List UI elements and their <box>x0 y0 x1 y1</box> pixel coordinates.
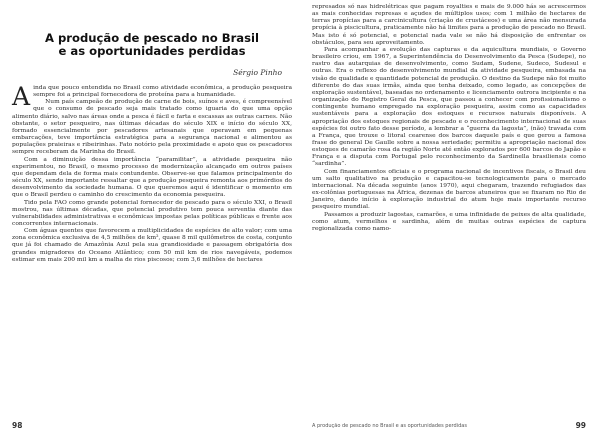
paragraph: Tido pela FAO como grande potencial fornecedor de pescado para o século XXI, o Brasil mostrou, nas últimas décadas, que potencial produtivo tem pouca serventia diante das vulnerabilidades administrativas e econômicas impostas pelas políticas públicas e frente aos concorrentes internacionais. <box>12 199 292 227</box>
article-title <box>12 32 292 58</box>
title-line-1: A produção de pescado no Brasil <box>45 31 259 45</box>
running-footer: A produção de pescado no Brasil e as oportunidades perdidas <box>312 423 467 429</box>
drop-cap: A <box>12 82 31 111</box>
paragraph: Com a diminuição dessa importância “paramilitar”, a atividade pesqueira não experimentou, no Brasil, o mesmo processo de modernização alcançado em outros países que dependam dela de forma mais contundente. Observe-se que falamos principalmente do século XX, sendo importante ressaltar que a produção pesqueira remonta aos primórdios do desenvolvimento da sociedade humana. O que queremos aqui é identificar o momento em que o Brasil perdeu o caminho do crescimento da economia pesqueira. <box>12 156 292 199</box>
page-number-right: 99 <box>575 421 586 430</box>
paragraph <box>12 82 292 111</box>
author-name: Sérgio Pinho <box>233 68 282 77</box>
paragraph: Passamos a produzir lagostas, camarões, e uma infinidade de peixes de alta qualidade, como atum, vermelhos e sardinha, além de muitas outras espécies de captura regionalizada como namo- <box>312 211 586 232</box>
page-number-left: 98 <box>12 421 23 430</box>
title-line-2: e as oportunidades perdidas <box>58 44 246 58</box>
right-page <box>300 0 600 445</box>
paragraph: Para acompanhar a evolução das capturas e da aquicultura mundiais, o Governo brasileiro criou, em 1967, a Superintendência do Desenvolvimento da Pesca (Sudepe), no rastro das autarquias de desenvolvimento, como Sudam, Sudene, Sudeco, Sudesul e outras. Era o reflexo do desenvolvimento mundial da atividade pesqueira, embasada na visão de qualidade e quantidade potencial de produção. O destino da Sudepe não foi muito diferente do das suas irmãs, ainda que tenha deixado, como legado, as concepções de exploração sustentável, baseadas no ordenamento e licenciamento outrora incipiente e na organização do Registro Geral da Pesca, que passou a conhecer com profissionalismo o contingente humano empregado na exploração pesqueira, assim como as capacidades sustentáveis para a exploração dos estoques e recursos naturais disponíveis. A apropriação dos estoques regionais de pescado e o reconhecimento internacional de suas espécies foi outro fato desse período, a lembrar a “guerra da lagosta”, (não) travada com a França, que trouxe o litoral cearense dos barcos daquele país e que gerou a famosa frase do general De Gaulle sobre a nossa seriedade; permitiu a apropriação nacional dos estoques de camarão rosa da região Norte até então explorados por 600 barcos do Japão e França e a disputa com Portugal pelo reconhecimento da Sardinella brasiliensis como “sardinha”. <box>312 46 586 168</box>
paragraph: Com financiamentos oficiais e o programa nacional de incentivos fiscais, o Brasil deu um salto qualitativo na produção e capacitou-se tecnologicamente para o mercado internacional. Na década seguinte (anos 1970), aqui chegaram, trazendo refugiados das ex-colônias portuguesas na África, dezenas de barcos atuneiros que se fixaram no Rio de Janeiro, dando início à exploração industrial do atum hoje mais importante recurso pesqueiro mundial. <box>312 168 586 211</box>
paragraph: Num país campeão de produção de carne de bois, suínos e aves, é compreensível que o consumo de pescado seja mais tratado como iguaria do que uma opção alimento diário, salvo nas áreas onde a pesca é fácil e farta e escassas as outras carnes. Não obstante, o setor pesqueiro, nas últimas décadas do século XIX e início do século XX, formado essencialmente por pescadores artesanais que operavam em pequenas embarcações, teve importância estratégica para a segurança nacional e alimentou as populações praieiras e ribeirinhas. Fato notório pela proximidade e apoio que os pescadores sempre receberam da Marinha do Brasil. <box>12 99 292 156</box>
paragraph-text: inda que pouco entendida no Brasil como atividade econômica, a produção pesqueira sempre foi a principal fornecedora de proteína para a humanidade. <box>33 85 292 99</box>
paragraph: Com águas quentes que favorecem a multiplicidades de espécies de alto valor; com uma zona econômica exclusiva de 4,5 milhões de km², quase 8 mil quilômetros de costa, conjunto que já foi chamado de Amazônia Azul pela sua grandiosidade e passagem obrigatória dos grandes migradores do Oceano Atlântico; com 50 mil km de rios navegáveis, podemos estimar em mais 200 mil km a malha de rios piscosos; com 3,6 milhões de hectares <box>12 228 292 263</box>
paragraph: represados só nas hidrelétricas que pagam royalties e mais de 9.000 hás se acrescermos as mais conhecidas represas e açudes de múltiplos usos; com 1 milhão de hectares de terras propícias para a carcinicultura (criação de crustáceos) e uma área não mensurada propícia à piscicultura, praticamente não há limites para a produção de pescado no Brasil. Mas isto é só potencial, e potencial nada vale se não há disposição de enfrentar os obstáculos, para seu aproveitamento. <box>312 4 586 46</box>
